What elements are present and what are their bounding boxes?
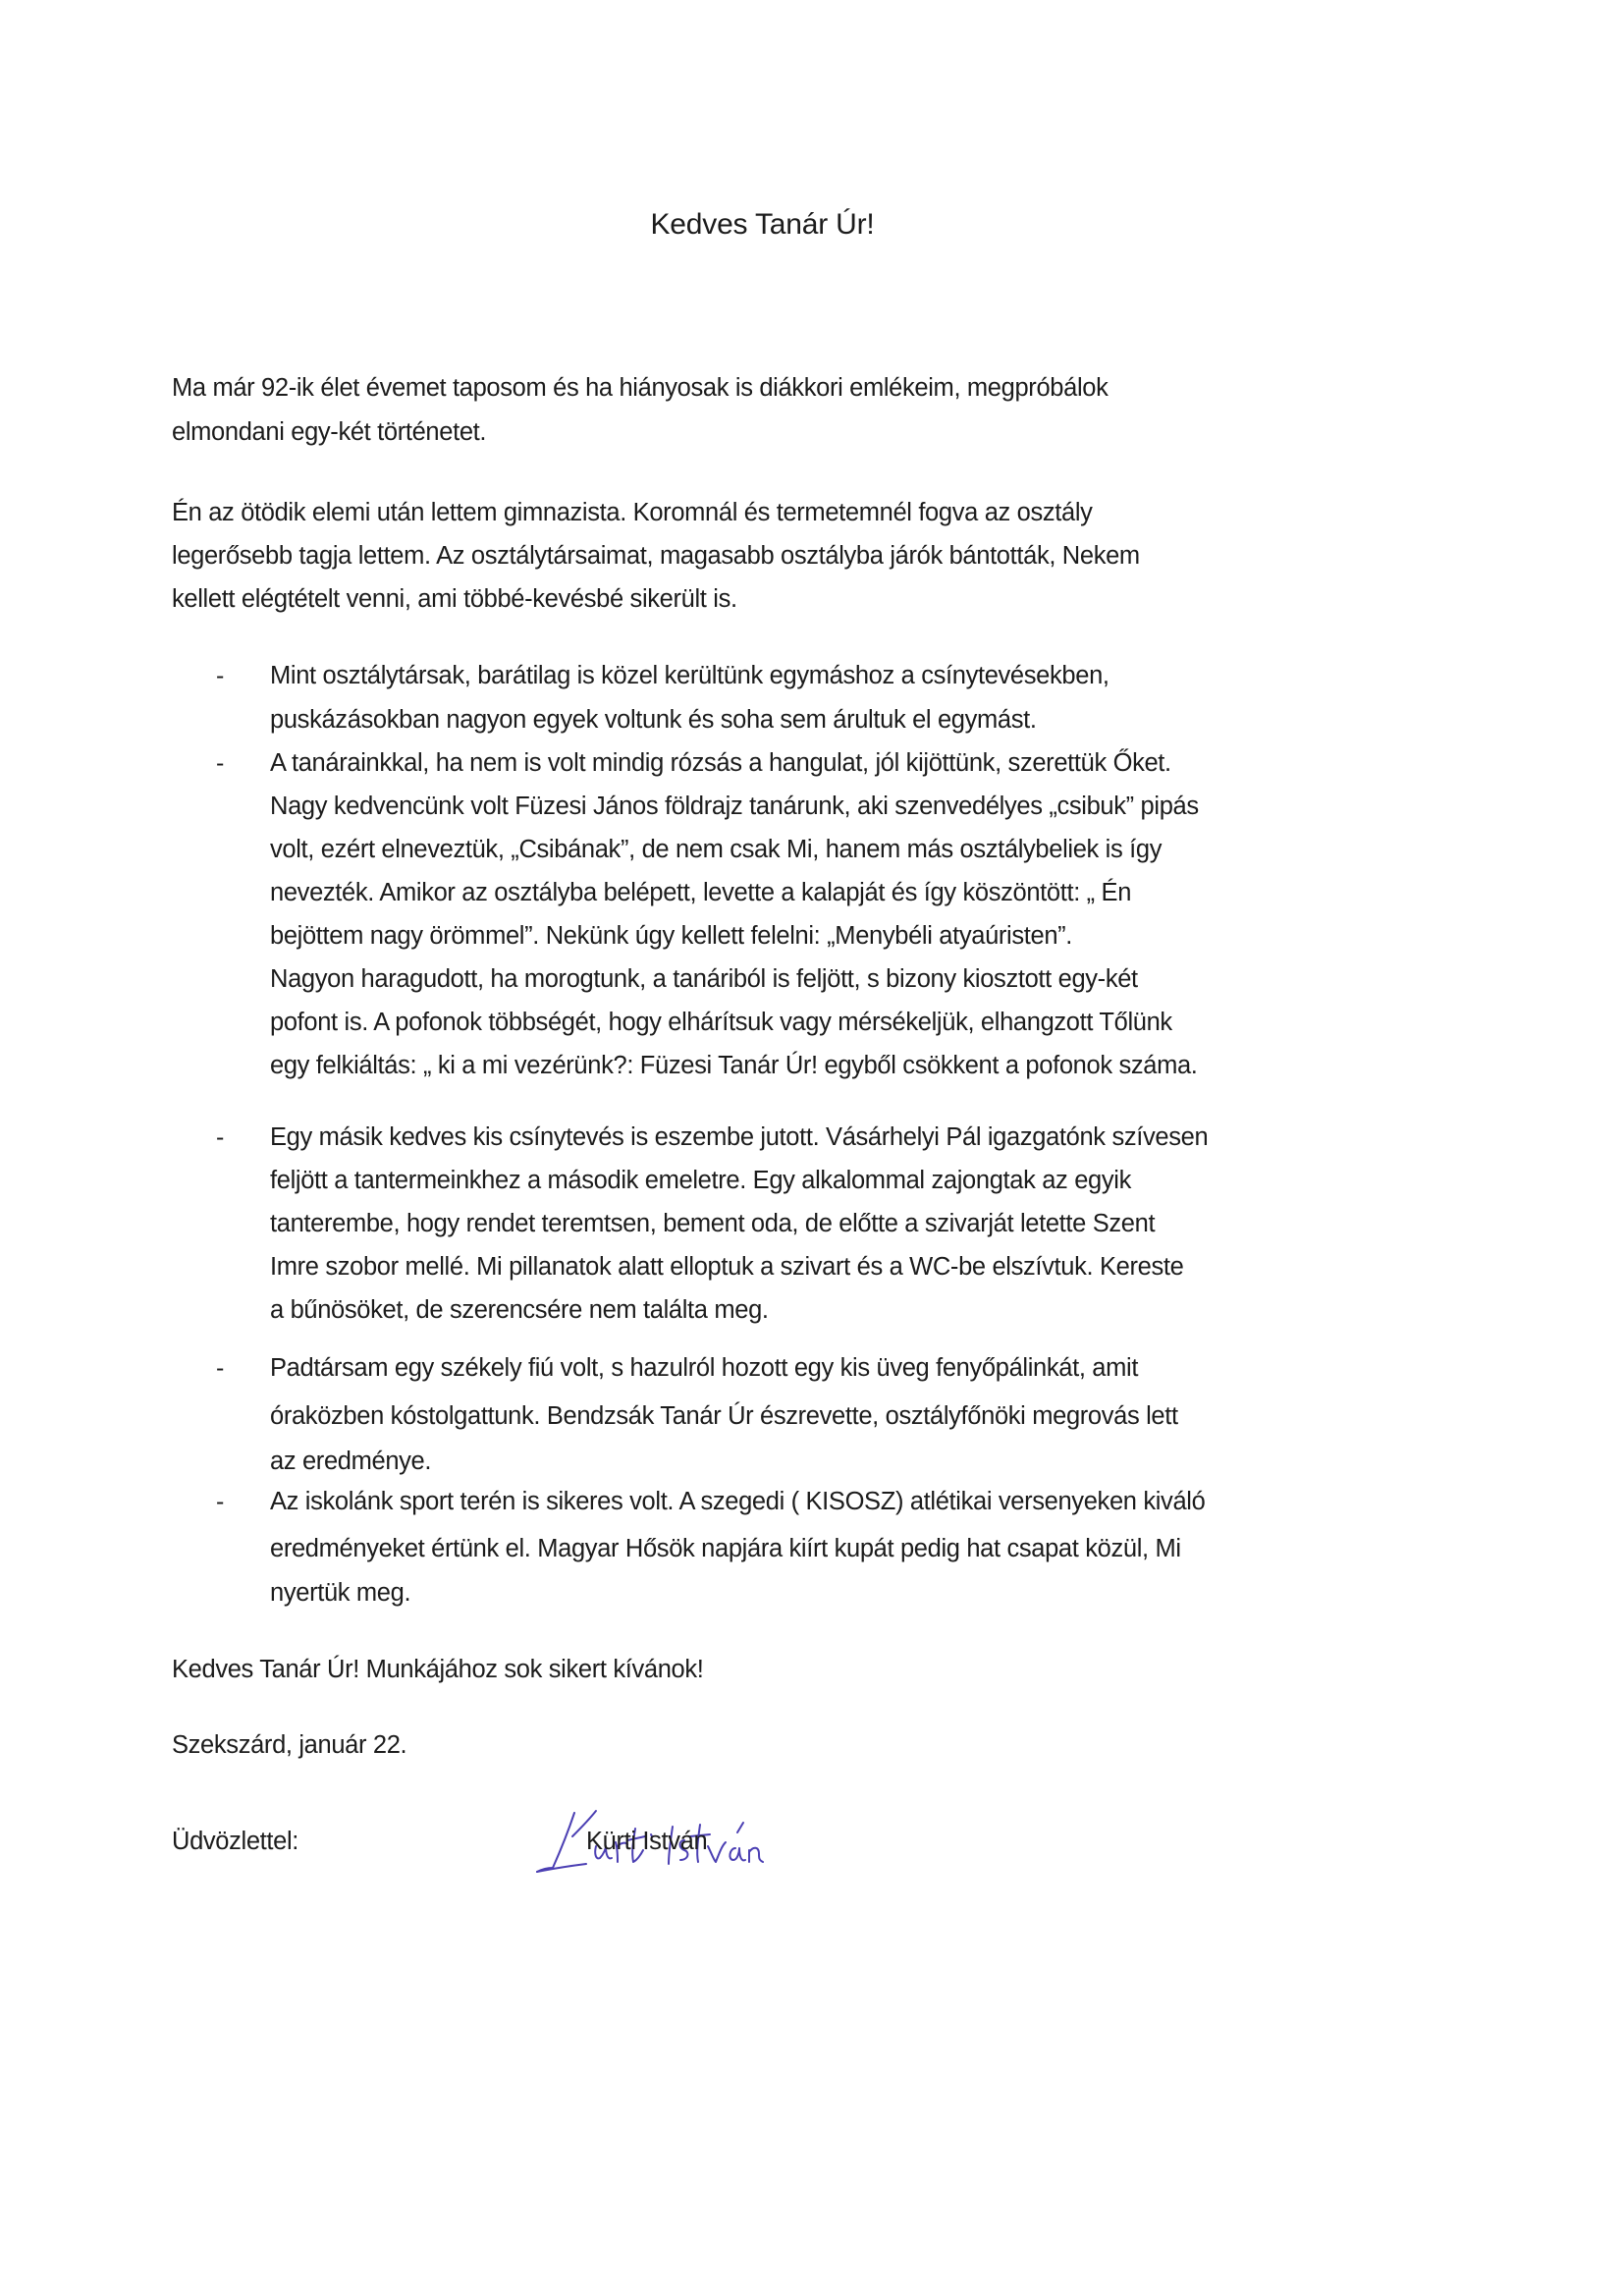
dash-bullet-icon: -	[216, 1123, 225, 1151]
text-line: nyertük meg.	[270, 1579, 411, 1607]
text-line: az eredménye.	[270, 1448, 432, 1475]
text-line: Nagy kedvencünk volt Füzesi János földrajz tanárunk, aki szenvedélyes „csibuk” pipás	[270, 793, 1199, 820]
text-line: feljött a tantermeinkhez a második emeletre. Egy alkalommal zajongtak az egyik	[270, 1167, 1131, 1194]
text-line: Mint osztálytársak, barátilag is közel kerültünk egymáshoz a csínytevésekben,	[270, 662, 1109, 689]
dash-bullet-icon: -	[216, 662, 225, 689]
text-line: Nagyon haragudott, ha morogtunk, a tanáriból is feljött, s bizony kiosztott egy-két	[270, 965, 1138, 993]
text-line: a bűnösöket, de szerencsére nem találta meg.	[270, 1296, 769, 1324]
text-line: Egy másik kedves kis csínytevés is eszembe jutott. Vásárhelyi Pál igazgatónk szívesen	[270, 1123, 1209, 1151]
signer-name: Kürti István	[586, 1828, 708, 1855]
dash-bullet-icon: -	[216, 1488, 225, 1515]
text-line: Az iskolánk sport terén is sikeres volt. A szegedi ( KISOSZ) atlétikai versenyeken kiváló	[270, 1488, 1206, 1515]
text-line: Padtársam egy székely fiú volt, s hazulról hozott egy kis üveg fenyőpálinkát, amit	[270, 1354, 1139, 1382]
text-line: kellett elégtételt venni, ami többé-kevésbé sikerült is.	[172, 585, 737, 613]
text-line: elmondani egy-két történetet.	[172, 418, 487, 446]
text-line: tanterembe, hogy rendet teremtsen, bement oda, de előtte a szivarját letette Szent	[270, 1210, 1156, 1237]
text-line: Én az ötödik elemi után lettem gimnazista. Koromnál és termetemnél fogva az osztály	[172, 499, 1093, 526]
text-line: puskázásokban nagyon egyek voltunk és soha sem árultuk el egymást.	[270, 706, 1037, 734]
text-line: volt, ezért elneveztük, „Csibának”, de nem csak Mi, hanem más osztálybeliek is így	[270, 836, 1163, 863]
place-date: Szekszárd, január 22.	[172, 1731, 407, 1759]
salutation: Üdvözlettel:	[172, 1828, 299, 1855]
text-line: A tanárainkkal, ha nem is volt mindig rózsás a hangulat, jól kijöttünk, szerettük Őket.	[270, 749, 1171, 777]
text-line: egy felkiáltás: „ ki a mi vezérünk?: Füzesi Tanár Úr! egyből csökkent a pofonok száma.	[270, 1052, 1198, 1079]
text-line: óraközben kóstolgattunk. Bendzsák Tanár Úr észrevette, osztályfőnöki megrovás lett	[270, 1402, 1178, 1430]
dash-bullet-icon: -	[216, 749, 225, 777]
letter-title: Kedves Tanár Úr!	[650, 208, 875, 241]
text-line: legerősebb tagja lettem. Az osztálytársaimat, magasabb osztályba járók bántották, Nekem	[172, 542, 1140, 570]
dash-bullet-icon: -	[216, 1354, 225, 1382]
text-line: nevezték. Amikor az osztályba belépett, levette a kalapját és így köszöntött: „ Én	[270, 879, 1132, 906]
closing-wish: Kedves Tanár Úr! Munkájához sok sikert kívánok!	[172, 1656, 704, 1683]
text-line: Imre szobor mellé. Mi pillanatok alatt elloptuk a szivart és a WC-be elszívtuk. Kereste	[270, 1253, 1184, 1281]
text-line: pofont is. A pofonok többségét, hogy elhárítsuk vagy mérsékeljük, elhangzott Tőlünk	[270, 1009, 1172, 1036]
text-line: bejöttem nagy örömmel”. Nekünk úgy kellett felelni: „Menybéli atyaúristen”.	[270, 922, 1073, 950]
text-line: Ma már 92-ik élet évemet taposom és ha hiányosak is diákkori emlékeim, megpróbálok	[172, 374, 1109, 402]
text-line: eredményeket értünk el. Magyar Hősök napjára kiírt kupát pedig hat csapat közül, Mi	[270, 1535, 1181, 1562]
